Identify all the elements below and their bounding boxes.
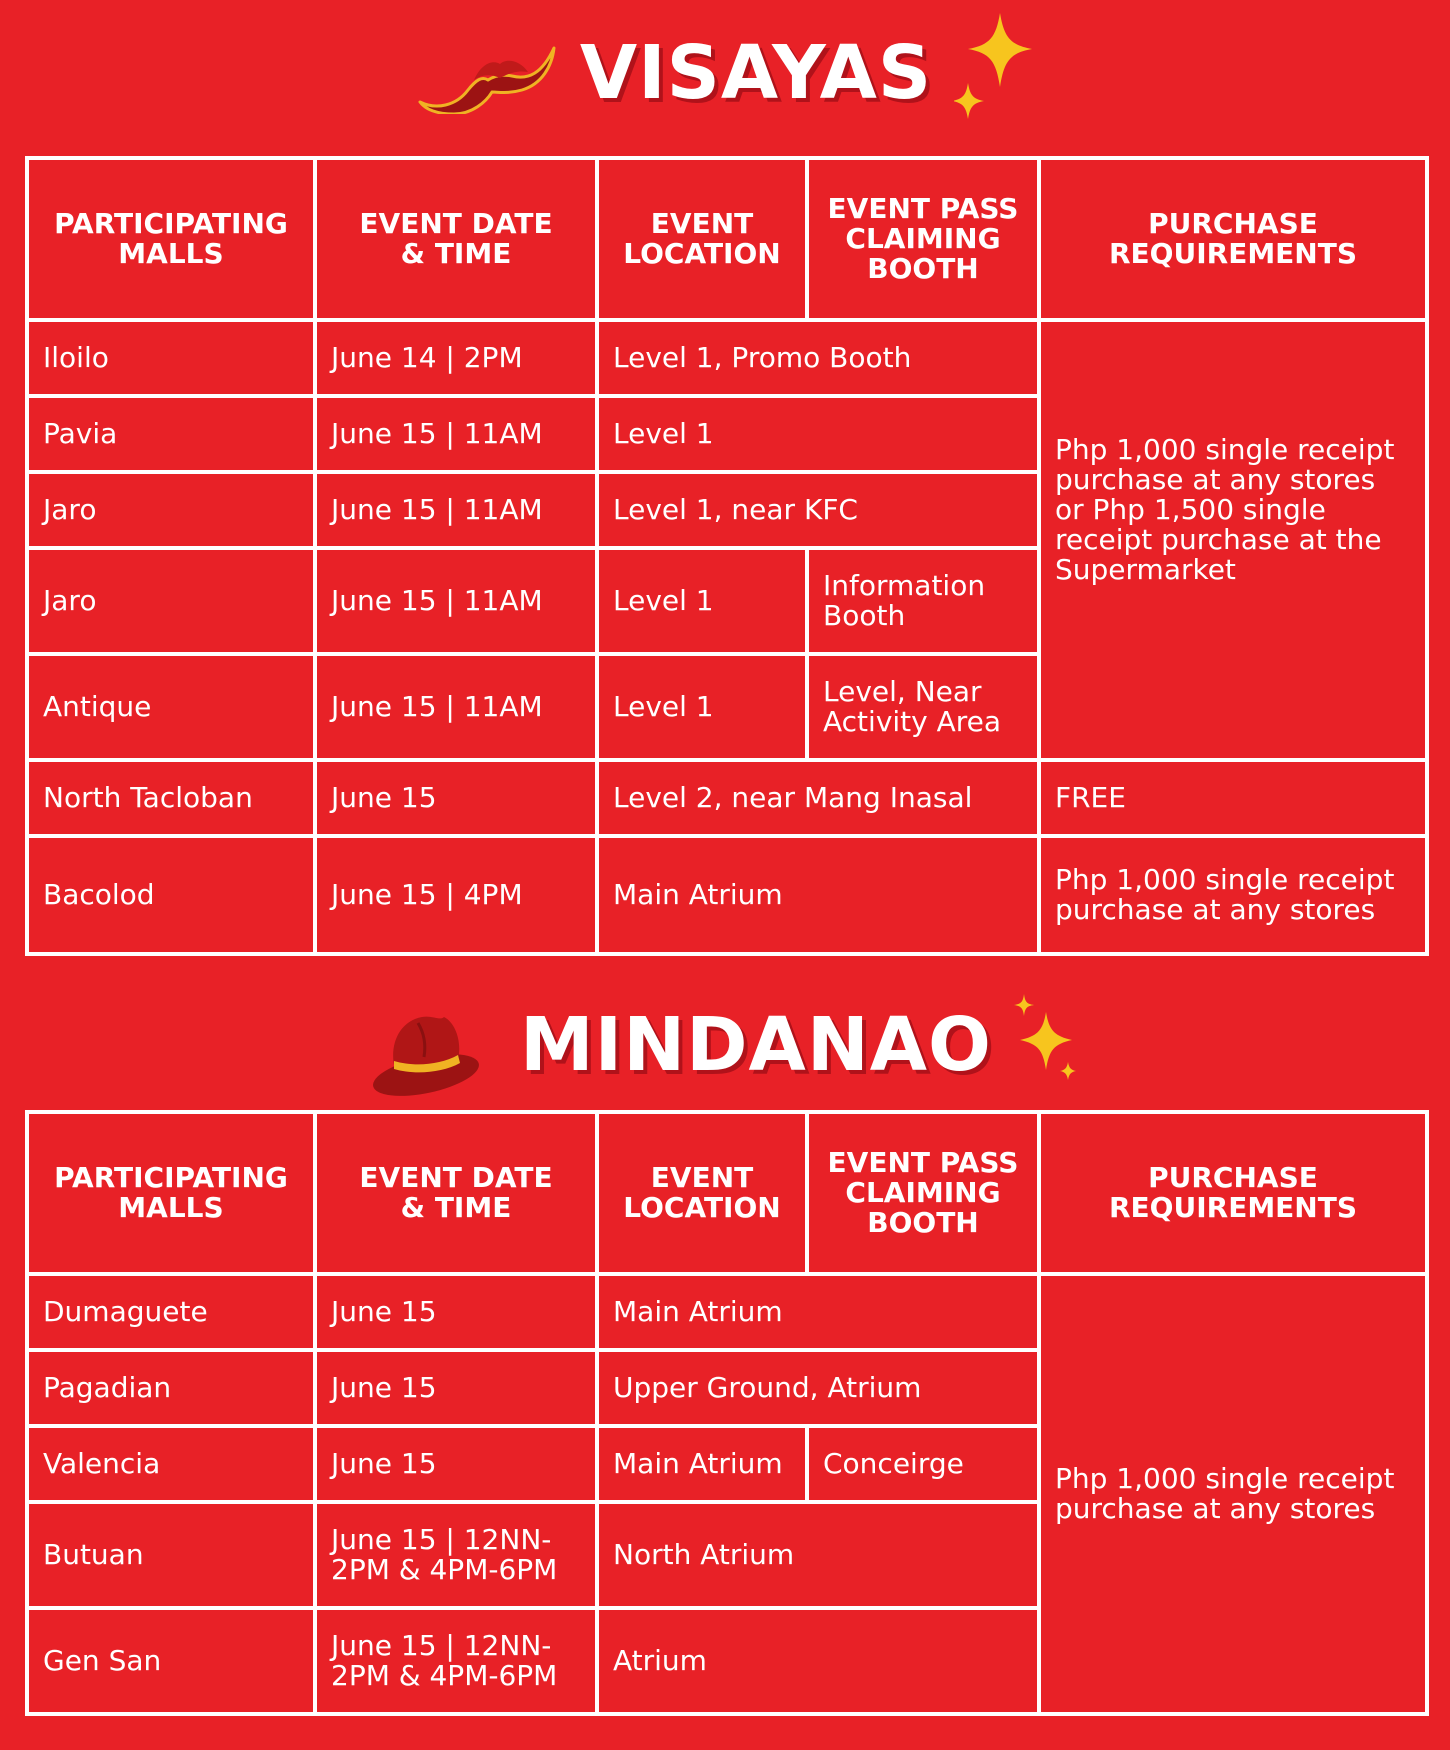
mall-cell: Butuan — [27, 1502, 315, 1608]
location-cell: Atrium — [597, 1608, 1039, 1714]
location-cell: North Atrium — [597, 1502, 1039, 1608]
location-cell: Level 1, near KFC — [597, 472, 1039, 548]
mindanao-schedule-table — [25, 1110, 1429, 1716]
date-cell: June 15 | 11AM — [315, 472, 597, 548]
requirement-cell: Php 1,000 single receipt purchase at any stores — [1039, 1274, 1427, 1714]
mall-cell: Pagadian — [27, 1350, 315, 1426]
header-booth: EVENT PASS CLAIMING BOOTH — [807, 158, 1039, 320]
header-requirements: PURCHASE REQUIREMENTS — [1039, 158, 1427, 320]
header-malls: PARTICIPATING MALLS — [27, 158, 315, 320]
mindanao-heading — [0, 980, 1450, 1110]
table-row — [27, 320, 1427, 396]
sparkles-icon — [1014, 994, 1080, 1086]
visayas-schedule-table — [25, 156, 1429, 956]
date-cell: June 15 — [315, 1426, 597, 1502]
location-cell: Upper Ground, Atrium — [597, 1350, 1039, 1426]
visayas-title: VISAYAS — [579, 30, 933, 116]
table-row — [27, 836, 1427, 954]
mall-cell: Valencia — [27, 1426, 315, 1502]
requirement-cell: Php 1,000 single receipt purchase at any stores — [1039, 836, 1427, 954]
table-header-row — [27, 1112, 1427, 1274]
location-cell: Level 2, near Mang Inasal — [597, 760, 1039, 836]
header-date: EVENT DATE & TIME — [315, 1112, 597, 1274]
location-cell: Main Atrium — [597, 1274, 1039, 1350]
header-location: EVENT LOCATION — [597, 158, 807, 320]
date-cell: June 15 — [315, 1274, 597, 1350]
mall-cell: Antique — [27, 654, 315, 760]
location-cell: Main Atrium — [597, 836, 1039, 954]
requirement-cell: FREE — [1039, 760, 1427, 836]
mall-cell: Bacolod — [27, 836, 315, 954]
header-location: EVENT LOCATION — [597, 1112, 807, 1274]
date-cell: June 15 | 11AM — [315, 548, 597, 654]
date-cell: June 15 | 12NN-2PM & 4PM-6PM — [315, 1608, 597, 1714]
fedora-hat-icon — [370, 1013, 482, 1097]
date-cell: June 15 — [315, 1350, 597, 1426]
mustache-icon — [416, 40, 558, 114]
mall-cell: Jaro — [27, 548, 315, 654]
mindanao-title: MINDANAO — [520, 1002, 992, 1088]
table-row — [27, 1274, 1427, 1350]
requirement-cell: Php 1,000 single receipt purchase at any stores or Php 1,500 single receipt purchase at the Supermarket — [1039, 320, 1427, 760]
header-requirements: PURCHASE REQUIREMENTS — [1039, 1112, 1427, 1274]
mall-cell: Iloilo — [27, 320, 315, 396]
date-cell: June 15 | 11AM — [315, 654, 597, 760]
table-header-row — [27, 158, 1427, 320]
date-cell: June 15 | 12NN-2PM & 4PM-6PM — [315, 1502, 597, 1608]
booth-cell: Level, Near Activity Area — [807, 654, 1039, 760]
header-booth: EVENT PASS CLAIMING BOOTH — [807, 1112, 1039, 1274]
mall-cell: Dumaguete — [27, 1274, 315, 1350]
mall-cell: North Tacloban — [27, 760, 315, 836]
location-cell: Level 1 — [597, 654, 807, 760]
location-cell: Level 1, Promo Booth — [597, 320, 1039, 396]
location-cell: Level 1 — [597, 396, 1039, 472]
booth-cell: Information Booth — [807, 548, 1039, 654]
location-cell: Level 1 — [597, 548, 807, 654]
date-cell: June 15 — [315, 760, 597, 836]
table-row — [27, 760, 1427, 836]
mall-cell: Pavia — [27, 396, 315, 472]
header-date: EVENT DATE & TIME — [315, 158, 597, 320]
sparkles-icon — [954, 13, 1034, 123]
mall-cell: Gen San — [27, 1608, 315, 1714]
date-cell: June 15 | 11AM — [315, 396, 597, 472]
date-cell: June 14 | 2PM — [315, 320, 597, 396]
mall-cell: Jaro — [27, 472, 315, 548]
date-cell: June 15 | 4PM — [315, 836, 597, 954]
header-malls: PARTICIPATING MALLS — [27, 1112, 315, 1274]
visayas-heading — [0, 18, 1450, 128]
location-cell: Main Atrium — [597, 1426, 807, 1502]
booth-cell: Conceirge — [807, 1426, 1039, 1502]
